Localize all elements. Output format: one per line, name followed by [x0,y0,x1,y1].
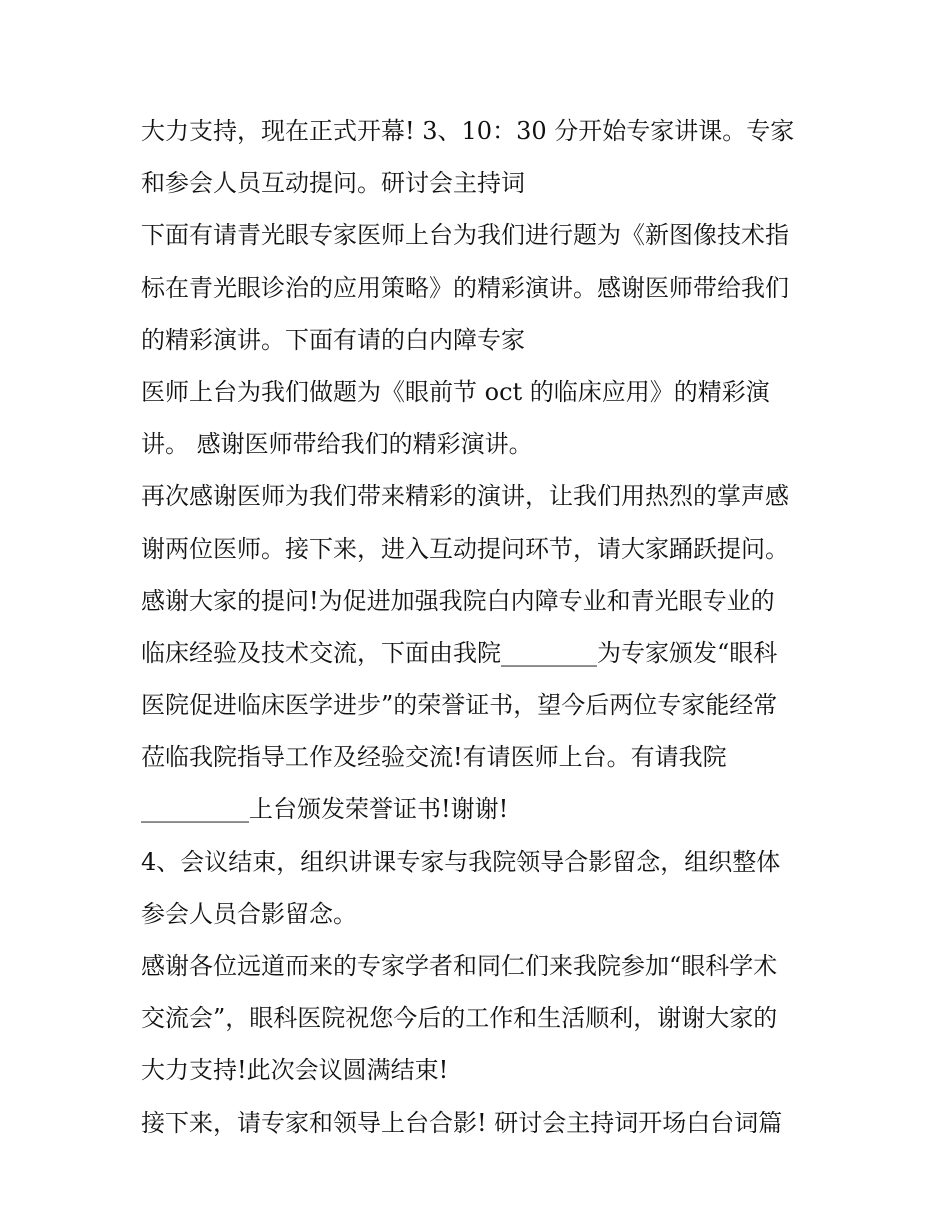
text-line-6: 医师上台为我们做题为《眼前节 oct 的临床应用》的精彩演 [141,377,770,406]
text-line-1: 大力支持，现在正式开幕! 3、10：30 分开始专家讲课。专家 [141,117,795,145]
text-line-11: 临床经验及技术交流，下面由我院________为专家颁发“眼科 [141,638,778,667]
text-line-19: 大力支持!此次会议圆满结束! [141,1056,449,1085]
document-body [141,105,831,1149]
text-line-20: 接下来，请专家和领导上台合影! 研讨会主持词开场白台词篇 [141,1108,783,1137]
text-line-5: 的精彩演讲。下面有请的白内障专家 [141,325,525,354]
text-line-3: 下面有请青光眼专家医师上台为我们进行题为《新图像技术指 [141,221,789,250]
text-line-7: 讲。 感谢医师带给我们的精彩演讲。 [141,430,533,459]
text-line-4: 标在青光眼诊治的应用策略》的精彩演讲。感谢医师带给我们 [141,273,789,302]
text-line-18: 交流会”，眼科医院祝您今后的工作和生活顺利，谢谢大家的 [141,1004,778,1033]
text-line-8: 再次感谢医师为我们带来精彩的演讲，让我们用热烈的掌声感 [141,482,789,511]
text-line-12: 医院促进临床医学进步”的荣誉证书，望今后两位专家能经常 [141,691,778,720]
text-line-2: 和参会人员互动提问。研讨会主持词 [141,169,525,198]
text-line-16: 参会人员合影留念。 [141,899,357,928]
text-line-10: 感谢大家的提问!为促进加强我院白内障专业和青光眼专业的 [141,586,775,615]
text-line-17: 感谢各位远道而来的专家学者和同仁们来我院参加“眼科学术 [141,952,778,980]
text-line-14: _________上台颁发荣誉证书!谢谢! [141,795,509,824]
text-line-13: 莅临我院指导工作及经验交流!有请医师上台。有请我院 [141,743,727,772]
text-line-15: 4、会议结束，组织讲课专家与我院领导合影留念，组织整体 [141,847,781,876]
text-line-9: 谢两位医师。接下来，进入互动提问环节，请大家踊跃提问。 [141,534,789,563]
